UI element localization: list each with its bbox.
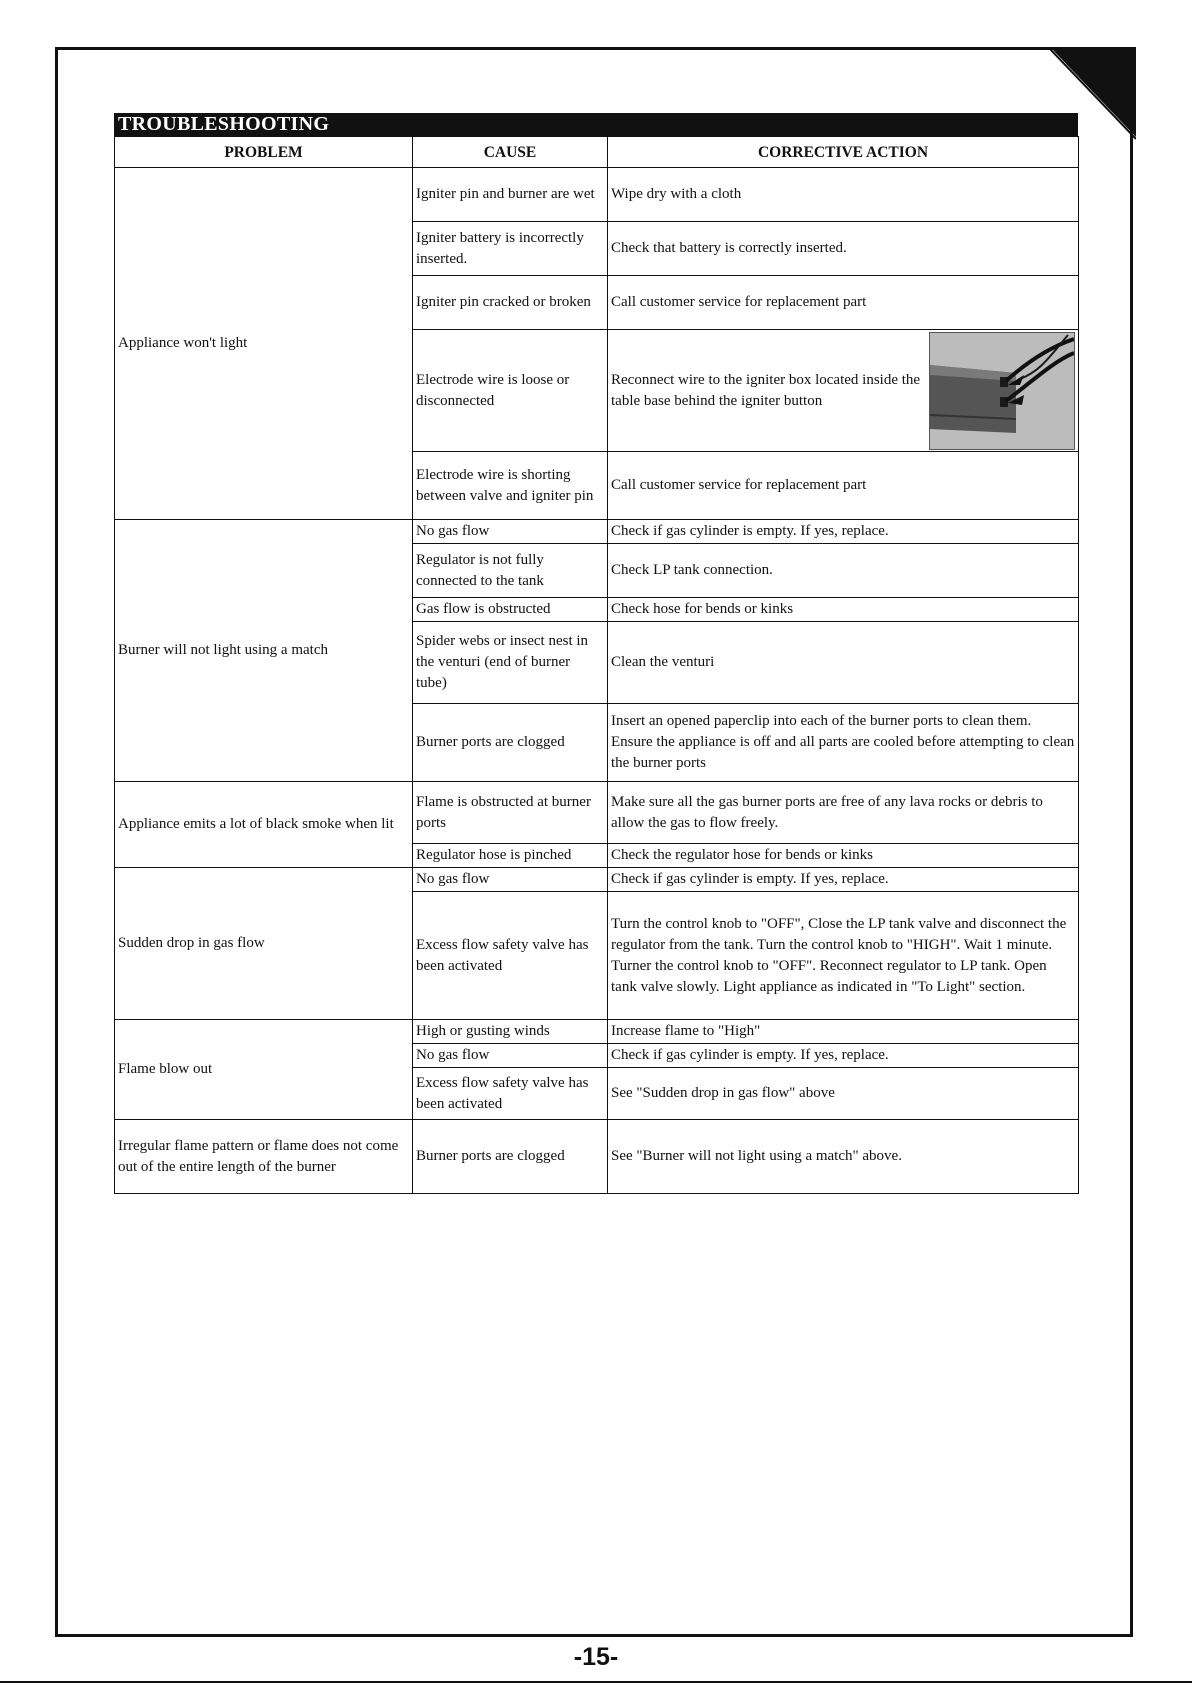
problem-cell: Flame blow out: [115, 1020, 413, 1120]
cause-cell: Excess flow safety valve has been activated: [413, 1068, 608, 1120]
cause-cell: Burner ports are clogged: [413, 1120, 608, 1194]
section-title: TROUBLESHOOTING: [114, 113, 1078, 136]
table-row: [115, 1120, 1079, 1194]
cause-cell: Spider webs or insect nest in the venturi (end of burner tube): [413, 622, 608, 704]
table-header-row: [115, 137, 1079, 168]
action-text: Reconnect wire to the igniter box located inside the table base behind the igniter button: [611, 371, 921, 409]
table-row: [115, 168, 1079, 222]
action-cell: Check that battery is correctly inserted.: [608, 222, 1079, 276]
cause-cell: Gas flow is obstructed: [413, 598, 608, 622]
cause-cell: Excess flow safety valve has been activated: [413, 892, 608, 1020]
cause-cell: Regulator is not fully connected to the tank: [413, 544, 608, 598]
action-cell: See "Sudden drop in gas flow" above: [608, 1068, 1079, 1120]
page-number: -15-: [573, 1643, 619, 1671]
header-corrective-action: CORRECTIVE ACTION: [608, 137, 1079, 168]
table-row: [115, 782, 1079, 844]
problem-cell: Burner will not light using a match: [115, 520, 413, 782]
cause-cell: Electrode wire is loose or disconnected: [413, 330, 608, 452]
troubleshooting-table: [114, 136, 1079, 1194]
cause-cell: No gas flow: [413, 520, 608, 544]
action-cell: Check hose for bends or kinks: [608, 598, 1079, 622]
cause-cell: Igniter pin cracked or broken: [413, 276, 608, 330]
cause-cell: No gas flow: [413, 868, 608, 892]
cause-cell: Igniter pin and burner are wet: [413, 168, 608, 222]
igniter-box-photo: [929, 332, 1075, 450]
problem-cell: Appliance won't light: [115, 168, 413, 520]
cause-cell: High or gusting winds: [413, 1020, 608, 1044]
header-problem: PROBLEM: [115, 137, 413, 168]
action-cell: Check if gas cylinder is empty. If yes, replace.: [608, 520, 1079, 544]
cause-cell: Burner ports are clogged: [413, 704, 608, 782]
action-cell: Call customer service for replacement part: [608, 452, 1079, 520]
problem-cell: Irregular flame pattern or flame does not come out of the entire length of the burner: [115, 1120, 413, 1194]
action-cell: Check the regulator hose for bends or kinks: [608, 844, 1079, 868]
cause-cell: Flame is obstructed at burner ports: [413, 782, 608, 844]
bottom-rule: [0, 1681, 1192, 1683]
table-row: [115, 868, 1079, 892]
action-cell: Clean the venturi: [608, 622, 1079, 704]
action-cell: Check LP tank connection.: [608, 544, 1079, 598]
table-row: [115, 520, 1079, 544]
action-cell: Check if gas cylinder is empty. If yes, replace.: [608, 868, 1079, 892]
action-cell: Call customer service for replacement part: [608, 276, 1079, 330]
cause-cell: Igniter battery is incorrectly inserted.: [413, 222, 608, 276]
problem-cell: Appliance emits a lot of black smoke when lit: [115, 782, 413, 868]
cause-cell: Regulator hose is pinched: [413, 844, 608, 868]
action-cell: See "Burner will not light using a match" above.: [608, 1120, 1079, 1194]
action-cell: Wipe dry with a cloth: [608, 168, 1079, 222]
header-cause: CAUSE: [413, 137, 608, 168]
action-cell: Check if gas cylinder is empty. If yes, replace.: [608, 1044, 1079, 1068]
table-row: [115, 1020, 1079, 1044]
action-cell: Insert an opened paperclip into each of the burner ports to clean them. Ensure the appliance is off and all parts are cooled before attempting to clean the burner ports: [608, 704, 1079, 782]
problem-cell: Sudden drop in gas flow: [115, 868, 413, 1020]
action-cell: Increase flame to "High": [608, 1020, 1079, 1044]
cause-cell: Electrode wire is shorting between valve and igniter pin: [413, 452, 608, 520]
action-cell: Make sure all the gas burner ports are free of any lava rocks or debris to allow the gas to flow freely.: [608, 782, 1079, 844]
action-cell: [608, 330, 1079, 452]
cause-cell: No gas flow: [413, 1044, 608, 1068]
action-cell: Turn the control knob to "OFF", Close the LP tank valve and disconnect the regulator from the tank. Turn the control knob to "HIGH". Wait 1 minute. Turner the control knob to "OFF". Reconnect regulator to LP tank. Open tank valve slowly. Light appliance as indicated in "To Light" section.: [608, 892, 1079, 1020]
